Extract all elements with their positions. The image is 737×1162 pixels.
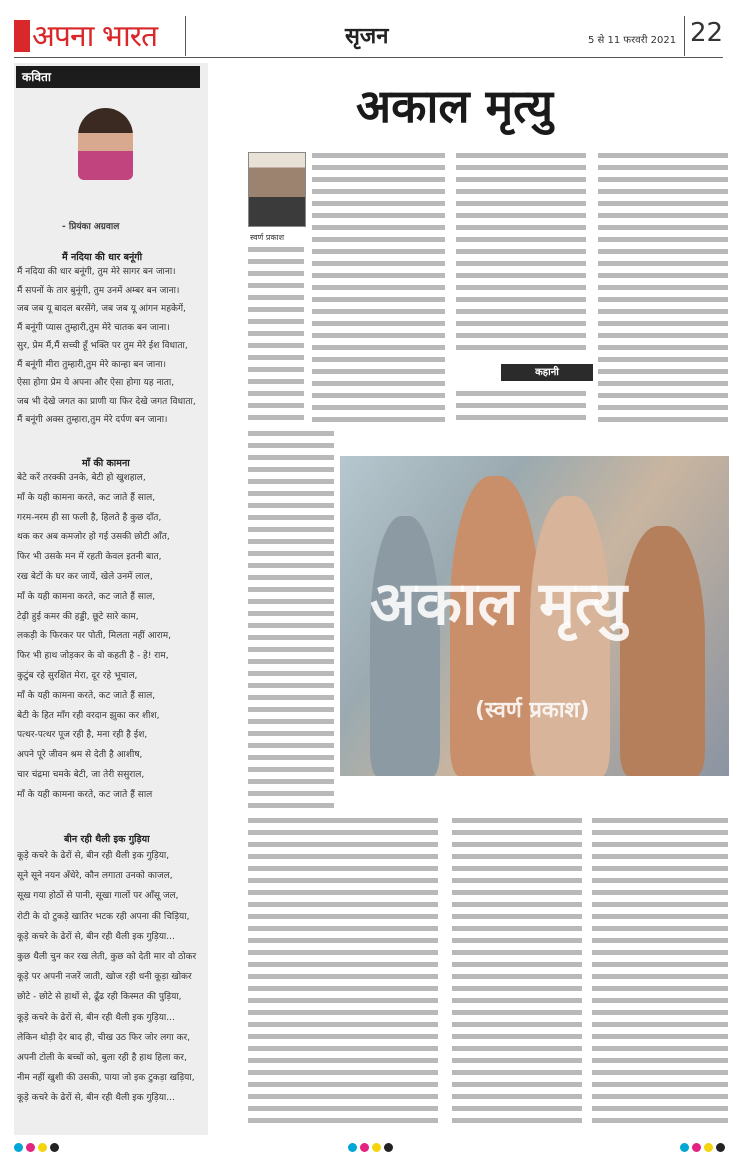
page-number-divider — [684, 16, 685, 56]
masthead-marker — [14, 20, 30, 52]
author-photo — [248, 152, 306, 227]
poet-photo — [78, 108, 133, 180]
poet-name: - प्रियंका अग्रवाल — [62, 222, 120, 232]
poem-line: थक कर अब कमजोर हो गई उसकी छोटी आँत, — [17, 532, 170, 543]
poem-line: जब जब यू बादल बरसेंगे, जब जब यू आंगन महकेगें, — [17, 304, 186, 314]
poetry-tag: कविता — [16, 66, 200, 88]
poem-line: पत्थर-पत्थर पूज रही है, मना रही है ईश, — [17, 730, 148, 741]
poem-title: मैं नदिया की धार बनूंगी — [62, 252, 143, 263]
article-text-col5 — [248, 815, 438, 1130]
registration-dot — [372, 1143, 381, 1152]
article-text-col2-end — [456, 388, 586, 426]
poem-line: बेटे करें तरक्की उनके, बेटी हो खुशहाल, — [17, 473, 146, 483]
poem-line: लकड़ी के फिरकर पर पोती, मिलता नहीं आराम, — [17, 631, 172, 642]
article-text-col1 — [312, 150, 445, 422]
registration-dot — [14, 1143, 23, 1152]
header-divider — [185, 16, 186, 56]
story-tag: कहानी — [501, 364, 593, 381]
poem-line: जब भी देखे जगत का प्राणी या फिर देखे जगत विधाता, — [17, 396, 196, 407]
illustration-figure — [620, 526, 705, 776]
poem-line: माँ के यही कामना करते, कट जाते हैं साल, — [17, 591, 156, 602]
poem-line: माँ के यही कामना करते, कट जाते हैं साल — [17, 789, 153, 800]
poem-line: माँ के यही कामना करते, कट जाते हैं साल, — [17, 492, 156, 503]
poem-line: सूने सूने नयन अँधेरे, कौन लगाता उनको काजल, — [17, 871, 173, 882]
poem-title: बीन रही थैली इक गुड़िया — [64, 834, 150, 845]
poem-line: नीम नहीं खुशी की उसकी, पाया जो इक टुकड़ा खड़िया, — [17, 1073, 195, 1084]
registration-dot — [692, 1143, 701, 1152]
poem-line: रख बेटों के घर कर जायें, खेले उनमें लाल, — [17, 572, 153, 582]
page-number: 22 — [690, 18, 724, 48]
poem-line: बेटी के हित माँग रही वरदान झुका कर शीश, — [17, 710, 160, 721]
header-rule — [14, 57, 723, 58]
article-text-col7 — [592, 815, 728, 1130]
poem-line: मैं नदिया की धार बनूंगी, तुम मेरे सागर बन जाना। — [17, 267, 176, 277]
article-text-col3 — [598, 150, 728, 426]
issue-date: 5 से 11 फरवरी 2021 — [588, 35, 677, 46]
masthead-title: अपना भारत — [32, 19, 158, 54]
article-text-col2 — [456, 150, 586, 355]
registration-dot — [26, 1143, 35, 1152]
registration-dot — [680, 1143, 689, 1152]
poem-title: माँ की कामना — [82, 458, 130, 469]
poem-line: ऐसा होगा प्रेम ये अपना और ऐसा होगा यह नाता, — [17, 378, 175, 388]
poem-line: सूख गया होठों से पानी, सूखा गालों पर आँसू जल, — [17, 891, 179, 902]
registration-dot — [704, 1143, 713, 1152]
registration-dot — [384, 1143, 393, 1152]
poem-line: अपने पूरे जीवन श्रम से देती है आशीष, — [17, 750, 143, 761]
poem-line: कूड़े कचरे के ढेरों से, बीन रही थैली इक गुड़िया... — [17, 1093, 175, 1104]
poem-line: कुछ थैली चुन कर रख लेती, कुछ को देती मार वो ठोकर — [17, 952, 197, 962]
author-caption: स्वर्ण प्रकाश — [250, 233, 285, 242]
illustration-title: अकाल मृत्यु — [370, 569, 628, 639]
poem-line: सुर, प्रेम मैं,मैं सच्ची हूँ भक्ति पर तुम मेरे ईश विधाता, — [17, 341, 188, 351]
poem-line: मैं सपनों के तार बुनूंगी, तुम उनमें अम्बर बन जाना। — [17, 285, 180, 296]
illustration-author: (स्वर्ण प्रकाश) — [475, 698, 590, 723]
poem-line: मैं बनूंगी मीरा तुम्हारी,तुम मेरे कान्हा बन जाना। — [17, 359, 166, 370]
article-text-col4 — [248, 428, 334, 813]
article-text-col6 — [452, 815, 582, 1130]
article-title: अकाल मृत्यु — [356, 79, 554, 133]
section-name: सृजन — [345, 23, 389, 49]
poem-line: कूड़े पर अपनी नजरें जाती, खोज रही धनी कूड़ा खोकर — [17, 972, 192, 983]
poem-line: मैं बनूंगी प्यास तुम्हारी,तुम मेरे चातक बन जाना। — [17, 322, 170, 333]
poem-line: माँ के यही कामना करते, कट जाते हैं साल, — [17, 690, 156, 701]
poem-line: लेकिन थोड़ी देर बाद ही, चीख उठ फिर जोर लगा कर, — [17, 1032, 191, 1043]
poem-line: अपनी टोली के बच्चों को, बुला रही है हाथ हिला कर, — [17, 1053, 187, 1063]
registration-dot — [360, 1143, 369, 1152]
poem-line: कूड़े कचरे के ढेरों से, बीन रही थैली इक गुड़िया, — [17, 851, 170, 861]
poem-line: फिर भी उसके मन में रहती केवल इतनी बात, — [17, 552, 162, 563]
illustration-figure — [370, 516, 440, 776]
registration-dot — [348, 1143, 357, 1152]
poem-line: टेढ़ी हुई कमर की हड्डी, छूटे सारे काम, — [17, 611, 139, 622]
article-text-col1-lower — [248, 244, 304, 422]
poem-line: मैं बनूंगी अक्स तुम्हारा,तुम मेरे दर्पण बन जाना। — [17, 415, 168, 425]
poem-line: फिर भी हाथ जोड़कर के वो कहती है - हे! राम, — [17, 651, 169, 662]
registration-dot — [716, 1143, 725, 1152]
poem-line: कूड़े कचरे के ढेरों से, बीन रही थैली इक गुड़िया... — [17, 1012, 175, 1023]
registration-dot — [50, 1143, 59, 1152]
poem-line: चार चंद्रमा चमके बेटी, जा तेरी ससुराल, — [17, 770, 145, 780]
poem-line: गरम-नरम ही सा फली है, हिलते है कुछ दाँत, — [17, 512, 162, 523]
registration-dot — [38, 1143, 47, 1152]
poem-line: छोटे - छोटे से हाथों से, ढूँढ रही किस्मत की पुड़िया, — [17, 992, 182, 1003]
poem-line: रोटी के दो टुकड़े खातिर भटक रही अपना की चिड़िया, — [17, 911, 190, 922]
poem-line: कूड़े कचरे के ढेरों से, बीन रही थैली इक गुड़िया... — [17, 931, 175, 942]
poem-line: कुटुंब रहे सुरक्षित मेरा, दूर रहे भूचाल, — [17, 671, 138, 681]
